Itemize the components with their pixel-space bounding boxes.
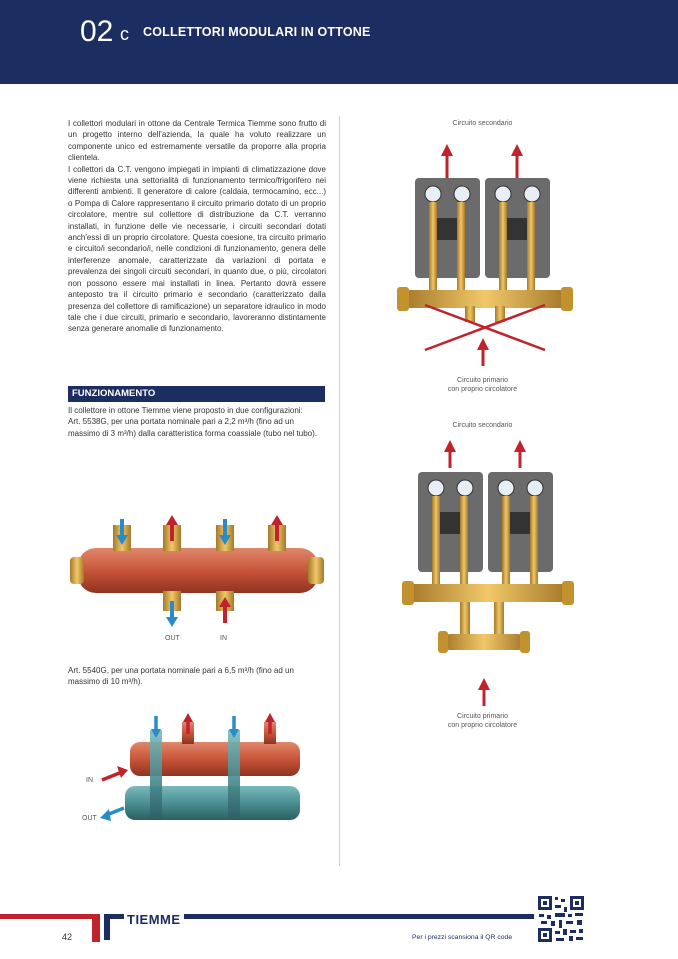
diagram2-bottom-caption (420, 712, 545, 730)
diagram1-bottom-caption-line1: Circuito primario (457, 377, 508, 384)
figure2-in-label: IN (86, 777, 93, 784)
diagram2-top-caption: Circuito secondario (452, 422, 513, 429)
chapter-number: 02 (80, 15, 114, 48)
diagram1-bottom-caption (420, 376, 545, 394)
figure1-in-label: IN (220, 635, 227, 642)
qr-caption: Per i prezzi scansiona il QR code (412, 934, 513, 941)
section-paragraph-3: Art. 5540G, per una portata nominale pari a 6,5 m³/h (fino ad un massimo di 10 m³/h). (68, 666, 294, 687)
chapter-subletter: c (120, 24, 129, 44)
header-bar (0, 0, 678, 84)
diagram2-hydraulic-scheme (398, 438, 578, 708)
section-paragraph-1: Il collettore in ottone Tiemme viene proposto in due configurazioni: (68, 406, 303, 415)
brand-logo-text: TIEMME (124, 912, 184, 927)
diagram1-top-caption: Circuito secondario (452, 120, 513, 127)
section-heading: FUNZIONAMENTO (68, 386, 325, 402)
diagram1-bottom-caption-line2: con proprio circolatore (447, 386, 518, 393)
coaxial-manifold-illustration (68, 505, 330, 635)
column-divider (339, 116, 340, 866)
section-paragraph-2: Art. 5538G, per una portata nominale pari a 2,2 m³/h (fino ad un massimo di 3 m³/h) dalla caratteristica forma coassiale (tubo nel tubo). (68, 417, 317, 438)
section-text (68, 405, 326, 439)
figure2-out-label: OUT (82, 815, 97, 822)
intro-paragraph-2: I collettori da C.T. vengono impiegati in impianti di climatizzazione dove viene richiesta una settorialità di funzionamento termico/frigorifero nei differenti ambienti. Il generatore di calore (caldaia, termocamino, ecc...) o Pompa di Calore rappresentano il circuito primario dotato di un proprio circolatore, mentre sul collettore di distribuzione da C.T. verranno installati, in funzione delle vie necessarie, i circuiti secondari dotati anch'essi di un proprio circolatore. Questa coesione, tra circuito primario e circuito/i secondario/i, nelle condizioni di funzionamento, genera delle interferenze anomale, caratterizzate da variazioni di portata e prevalenza dei singoli circuiti secondari, in quanto due, o più, circolatori non possono essere mai installati in linea. Pertanto dovrà essere anteposto tra il circuito primario e secondario (caratterizzato dalla presenza del collettore di ramificazione) un separatore idraulico in modo tale che i due circuiti, primario e secondario, lavoreranno distintamente senza generare anomalie di funzionamento. (68, 164, 326, 334)
diagram1-hydraulic-scheme (395, 140, 575, 370)
diagram2-bottom-caption-line1: Circuito primario (457, 713, 508, 720)
figure1-out-label: OUT (165, 635, 180, 642)
page-number: 42 (62, 932, 73, 942)
page-title: COLLETTORI MODULARI IN OTTONE (143, 25, 371, 39)
qr-code-icon[interactable] (537, 895, 585, 943)
twin-pipe-manifold-illustration (100, 712, 310, 832)
intro-text (68, 118, 326, 335)
diagram2-bottom-caption-line2: con proprio circolatore (447, 722, 518, 729)
intro-paragraph-1: I collettori modulari in ottone da Centrale Termica Tiemme sono frutto di un progetto interno dell'azienda, la quale ha voluto realizzare un componente unico ed estremamente versatile da proporre alla propria clientela. (68, 119, 326, 163)
